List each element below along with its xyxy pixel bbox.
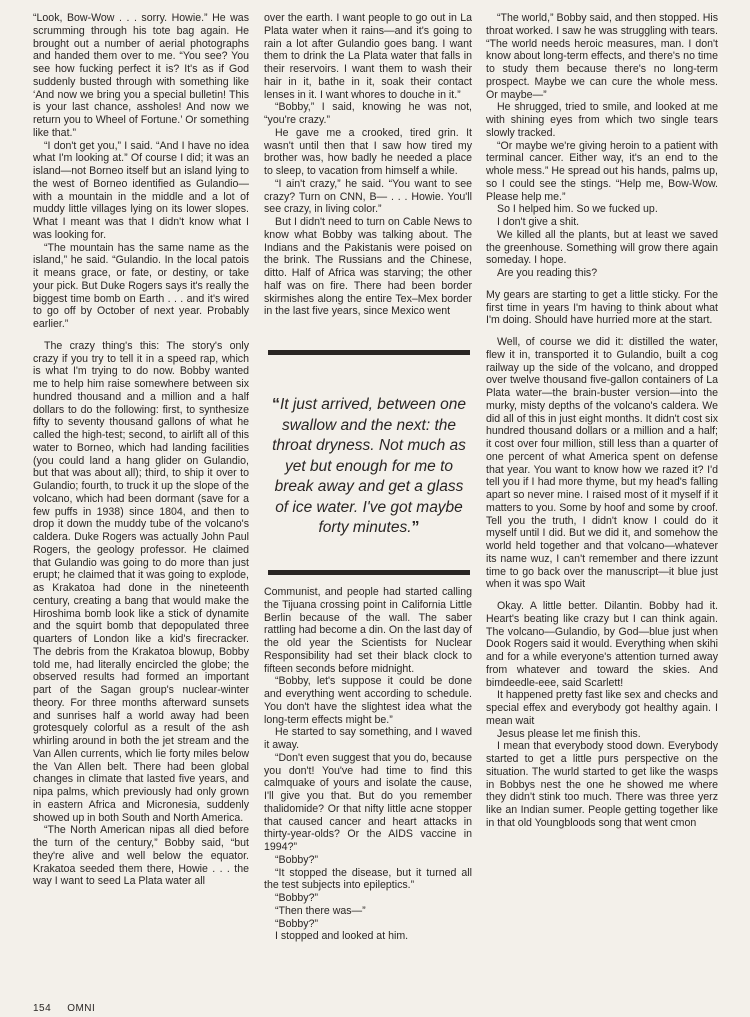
column-2-bottom [264, 586, 472, 943]
paragraph: The crazy thing's this: The story's only crazy if you try to tell it in a speed rap, which is what I'm trying to do now. Bobby wanted me to help him raise somewhere between six hundred thousand and a million and a half dollars to do the following: first, to synthesize fifty to seventy thousand gallons of what he called the high-test; second, to airlift all of this water to Borneo, which had landing facilities (you could land a hang glider on Gulandio, but that was about all); third, to ship it over to Gulandio; fourth, to truck it up the slope of the volcano, which had been dormant (save for a few puffs in 1938) since 1804, and then to drop it down the muddy tube of the volcano's caldera. Duke Rogers was actually John Paul Rogers, the geology professor. He claimed that Gulandio was going to do more than just erupt; he claimed that it was going to explode, as Krakatoa had done in the nineteenth century, creating a bang that would make the Hiroshima bomb look like a stick of dynamite and the squirt bomb that depopulated three quarters of London like a kid's firecracker. The debris from the Krakatoa blowup, Bobby told me, had literally encircled the globe; the observed results had formed an important part of the Sagan group's nuclear-winter theory. For three months afterward sunsets and sunrises half a world away had been grotesquely colorful as a result of the ash whirling around in both the jet stream and the Van Allen currents, which lie forty miles below the Van Allen belt. There had been global changes in climate that lasted five years, and nipa palms, which previously had only grown in eastern Africa and Micronesia, suddenly showed up in both South and North America. [33, 339, 249, 824]
paragraph: My gears are starting to get a little sticky. For the first time in years I'm having to think about what I'm doing. Should have hurried more at the start. [486, 288, 718, 327]
column-1 [33, 12, 249, 888]
paragraph: So I helped him. So we fucked up. [497, 203, 658, 216]
paragraph: “The North American nipas all died before the turn of the century,” Bobby said, “but they're alive and well below the equator. Krakatoa seeded them there, Howie . . . the way I want to seed La Plata water all [33, 824, 249, 888]
paragraph: Are you reading this? [497, 267, 598, 279]
paragraph: He started to say something, and I waved it away. [264, 726, 472, 751]
close-quote-mark-icon: ” [411, 519, 420, 536]
paragraph: “Bobby,” I said, knowing he was not, “you're crazy.” [264, 101, 472, 126]
paragraph: He gave me a crooked, tired grin. It wasn't until then that I saw how tired my brother was, how badly he needed a place to sleep, to vacation from himself a while. [264, 126, 472, 177]
paragraph: Well, of course we did it: distilled the water, flew it in, transported it to Gulandio, built a cog railway up the side of the volcano, and dropped over twelve thousand five-gallon containers of La Plata water—the brain-buster version—into the murky, misty depths of the volcano's caldera. We did all of this in just eight months. It didn't cost six hundred thousand dollars or a million and a half; it cost over four million, still less than a quarter of one percent of what America spent on defense that year. You want to know how we razed it? I'd tell you if I had more thyme, but my head's falling apart so never mine. I raised most of it myself if it matters to you. Some by hoof and some by croof. Tell you the truth, I didn't know I could do it myself until I did. But we did it, and somehow the world held together and that volcano—whatever its name wuz, I can't remember and there izzunt time to go back over the manuscript—it blue just when it was spo Wait [486, 336, 718, 591]
paragraph: We killed all the plants, but at least we saved the greenhouse. Something will grow there again someday. I hope. [486, 228, 718, 267]
paragraph: He shrugged, tried to smile, and looked at me with shining eyes from which two single tears slowly tracked. [486, 101, 718, 139]
paragraph: I don't give a shit. [497, 216, 580, 228]
paragraph: I mean that everybody stood down. Everybody started to get a little purs perspective on the situation. The wurld started to get like the wasps in Bobbys nest the one he showed me where they didn't stink too much. There was three yerz like an Indian sumer. People getting together like in that old Youngbloods song that went cmon [486, 740, 718, 829]
paragraph: “Bobby?” [275, 853, 318, 866]
paragraph: Jesus please let me finish this. [497, 727, 641, 740]
paragraph: “Or maybe we're giving heroin to a patient with terminal cancer. Either way, it's an end to the whole mess.” He spread out his hands, palms up, so I could see the stings. “Help me, Bow-Wow. Please help me.” [486, 139, 719, 203]
paragraph: “The world,” Bobby said, and then stopped. His throat worked. I saw he was struggling with tears. “The world needs heroic measures, man. I don't know about long-term effects, and there's no time to study them because there's no long-term prospect. Maybe we can cure the whole mess. Or maybe—” [486, 12, 718, 101]
paragraph: Communist, and people had started calling the Tijuana crossing point in California Little Berlin because of the wall. The saber rattling had become a din. On the last day of the old year the Scientists for Nuclear Responsibility had set their black clock to fifteen seconds before midnight. [264, 586, 472, 675]
paragraph: “The mountain has the same name as the island,” he said. “Gulandio. In the local patois it means grace, or fate, or destiny, or take your pick. But Duke Rogers says it's really the biggest time bomb on Earth . . . and it's wired to go off by October of next year. Probably earlier.” [33, 241, 249, 330]
paragraph: “Don't even suggest that you do, because you don't! You've had time to find this calmquake of yours and isolate the cause, I'll give you that. But do you remember thalidomide? Or that nifty little acne stopper that caused cancer and heart attacks in thirty-year-olds? Or the AIDS vaccine in 1994?” [264, 751, 472, 853]
column-2-top [264, 12, 472, 318]
magazine-name: OMNI [67, 1003, 96, 1014]
paragraph: But I didn't need to turn on Cable News to know what Bobby was talking about. The Indians and the Pakistanis were poised on the brink. The Russians and the Chinese, ditto. Half of Africa was starving; the other half was on fire. There had been border skirmishes along the entire Tex–Mex border in the last five years, since Mexico went [264, 216, 472, 318]
paragraph: Okay. A little better. Dilantin. Bobby had it. Heart's beating like crazy but I can think again. The volcano—Gulandio, by God—blue just when Dook Rogers said it would. Everything when skihi and for a while everyone's attention turned away from whatever and toward the skies. And bimdeedle-eee, said Scarlett! [486, 600, 718, 689]
page-footer [33, 1003, 111, 1014]
paragraph: “Bobby?” [275, 892, 318, 904]
paragraph: “Bobby, let's suppose it could be done and everything went according to schedule. You don't have the slightest idea what the long-term effects might be.” [264, 675, 472, 726]
paragraph: It happened pretty fast like sex and checks and special effex and everybody got healthy again. I mean wait [486, 689, 718, 727]
paragraph: “Bobby?” [275, 917, 318, 930]
paragraph: “I don't get you,” I said. “And I have no idea what I'm looking at.” Of course I did; it was an island—not Borneo itself but an island lying to the west of Borneo identified as Gulandio—with a mountain in the middle and a lot of muddy little villages lying on its lower slopes. What I meant was that I didn't know what I was looking for. [33, 139, 249, 241]
open-quote-mark-icon: “ [271, 396, 280, 413]
paragraph: “Then there was—” [275, 904, 366, 917]
page-number: 154 [33, 1003, 52, 1014]
paragraph: “It stopped the disease, but it turned all the test subjects into epileptics.” [264, 866, 472, 892]
pullquote-rule-top [268, 350, 470, 355]
pullquote-text: It just arrived, between one swallow and the next: the throat dryness. Not much as yet but enough for me to break away and get a glass of ice water. I've got maybe forty minutes. [272, 396, 467, 536]
column-3 [486, 12, 718, 830]
paragraph: “Look, Bow-Wow . . . sorry. Howie.” He was scrumming through his tote bag again. He brought out a number of aerial photographs and handed them over to me. “You see? You see how fucking perfect it is? It's as if God suddenly busted through with something like ‘And now we bring you a special bulletin! This is your last chance, assholes! And now we return you to Wheel of Fortune.’ Or something like that.” [33, 12, 249, 139]
paragraph: over the earth. I want people to go out in La Plata water when it rains—and it's going to rain a lot after Gulandio goes bang. I want them to drink the La Plata water that falls in their reservoirs. I want them to wash their hair in it, bathe in it, soak their contact lenses in it. I want whores to douche in it.” [264, 12, 472, 101]
paragraph: I stopped and looked at him. [275, 930, 409, 943]
paragraph: “I ain't crazy,” he said. “You want to see crazy? Turn on CNN, B— . . . Howie. You'll see crazy, in living color.” [264, 177, 472, 216]
pullquote-rule-bottom [268, 570, 470, 575]
pullquote [268, 395, 470, 539]
